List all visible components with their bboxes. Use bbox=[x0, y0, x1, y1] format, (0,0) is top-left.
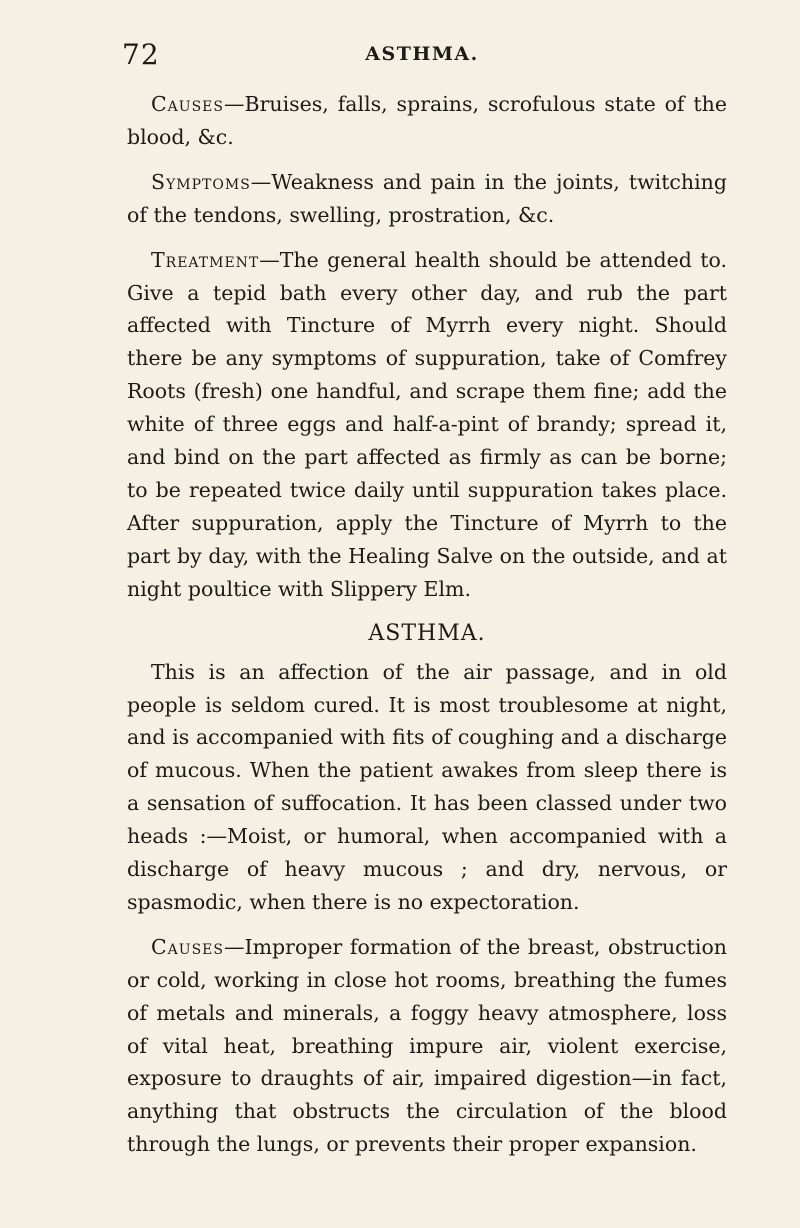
page-number: 72 bbox=[122, 38, 160, 71]
causes-label: Causes bbox=[151, 92, 224, 116]
symptoms-label: Symptoms bbox=[151, 169, 251, 194]
asthma-causes-paragraph bbox=[127, 931, 727, 1161]
page-header bbox=[122, 38, 722, 78]
symptoms-paragraph bbox=[127, 166, 727, 232]
section-heading-asthma: ASTHMA. bbox=[368, 620, 486, 646]
causes-paragraph bbox=[127, 88, 727, 154]
symptoms-text: —Weakness and pain in the joints, twitching of the tendons, swelling, prostration, &c. bbox=[127, 169, 727, 227]
asthma-causes-text: —Improper formation of the breast, obstruction or cold, working in close hot rooms, breathing the fumes of metals and minerals, a foggy heavy atmosphere, loss of vital heat, breathing impure air, violent exercise, exposure to draughts of air, impaired digestion—in fact, anything that obstructs the circulation of the blood through the lungs, or prevents their proper expansion. bbox=[127, 934, 727, 1157]
treatment-label: Treatment bbox=[151, 247, 260, 272]
causes-text: —Bruises, falls, sprains, scrofulous state of the blood, &c. bbox=[127, 92, 727, 149]
page-body bbox=[127, 88, 727, 1173]
treatment-text: —The general health should be attended to. Give a tepid bath every other day, and rub the part affected with Tincture of Myrrh every night. Should there be any symptoms of suppuration, take of Comfrey Roots (fresh) one handful, and scrape them fine; add the white of three eggs and half-a-pint of brandy; spread it, and bind on the part affected as firmly as can be borne; to be repeated twice daily until suppuration takes place. After suppuration, apply the Tincture of Myrrh to the part by day, with the Healing Salve on the outside, and at night poultice with Slippery Elm. bbox=[127, 247, 727, 601]
treatment-paragraph bbox=[127, 244, 727, 606]
asthma-intro-paragraph: This is an affection of the air passage, and in old people is seldom cured. It is most troublesome at night, and is accompanied with fits of coughing and a discharge of mucous. When the patient awakes from sleep there is a sensation of suffocation. It has been classed under two heads :—Moist, or humoral, when accompanied with a discharge of heavy mucous ; and dry, nervous, or spasmodic, when there is no expectoration. bbox=[127, 659, 727, 914]
running-head: ASTHMA. bbox=[365, 43, 479, 65]
asthma-causes-label: Causes bbox=[151, 934, 224, 959]
